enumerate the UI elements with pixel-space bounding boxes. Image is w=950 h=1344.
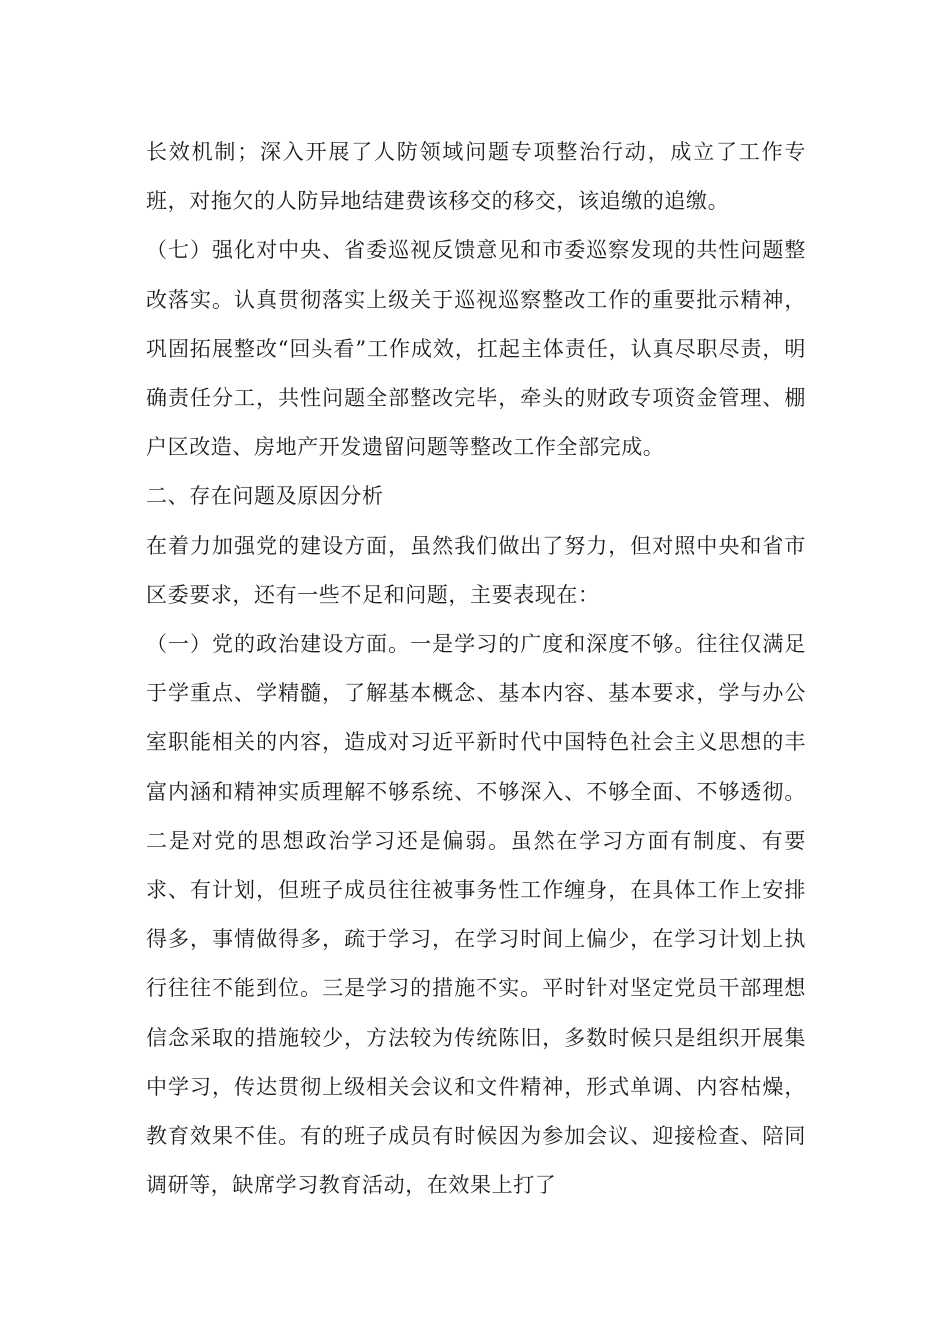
document-body [146,128,806,1210]
paragraph-political-building: （一）党的政治建设方面。一是学习的广度和深度不够。往往仅满足于学重点、学精髓，了解基本概念、基本内容、基本要求，学与办公室职能相关的内容，造成对习近平新时代中国特色社会主义思想的丰富内涵和精神实质理解不够系统、不够深入、不够全面、不够透彻。二是对党的思想政治学习还是偏弱。虽然在学习方面有制度、有要求、有计划，但班子成员往往被事务性工作缠身，在具体工作上安排得多，事情做得多，疏于学习，在学习时间上偏少，在学习计划上执行往往不能到位。三是学习的措施不实。平时针对坚定党员干部理想信念采取的措施较少，方法较为传统陈旧，多数时候只是组织开展集中学习，传达贯彻上级相关会议和文件精神，形式单调、内容枯燥，教育效果不佳。有的班子成员有时候因为参加会议、迎接检查、陪同调研等，缺席学习教育活动，在效果上打了 [146,632,806,1198]
section-heading-problems: 二、存在问题及原因分析 [146,484,384,509]
paragraph-intro-problems: 在着力加强党的建设方面，虽然我们做出了努力，但对照中央和省市区委要求，还有一些不足和问题，主要表现在： [146,533,806,607]
paragraph-continuation: 长效机制；深入开展了人防领域问题专项整治行动，成立了工作专班，对拖欠的人防异地结建费该移交的移交，该追缴的追缴。 [146,140,806,214]
paragraph-section-seven: （七）强化对中央、省委巡视反馈意见和市委巡察发现的共性问题整改落实。认真贯彻落实上级关于巡视巡察整改工作的重要批示精神，巩固拓展整改“回头看”工作成效，扛起主体责任，认真尽职尽责，明确责任分工，共性问题全部整改完毕，牵头的财政专项资金管理、棚户区改造、房地产开发遗留问题等整改工作全部完成。 [146,238,806,460]
